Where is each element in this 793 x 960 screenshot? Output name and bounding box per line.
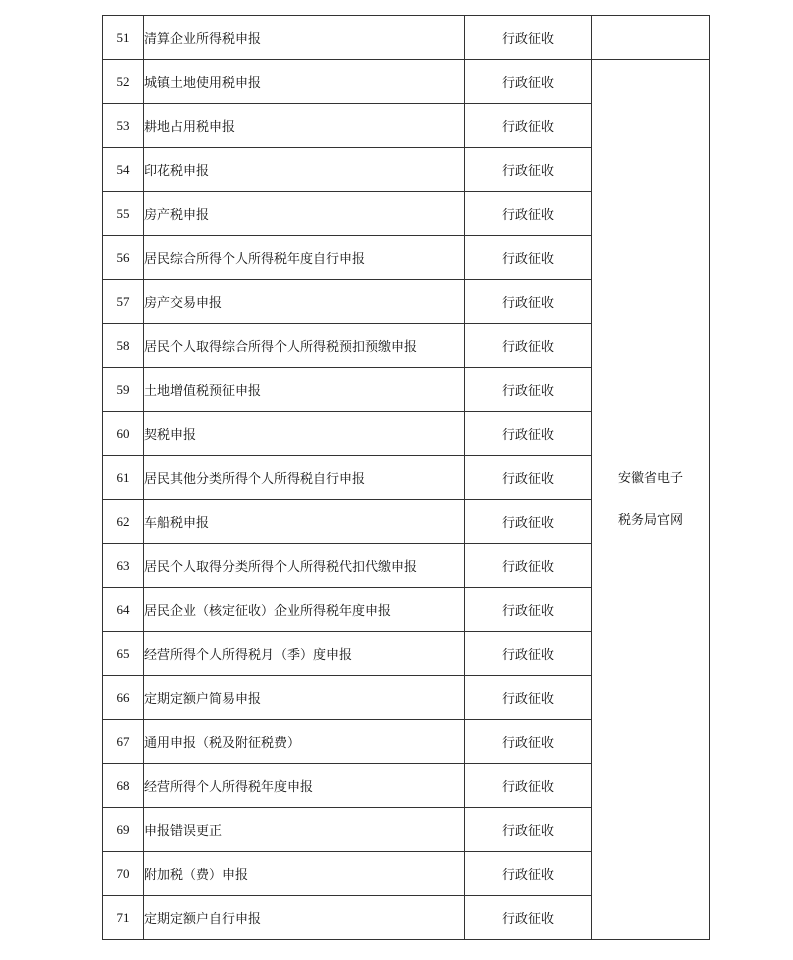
- item-name: 清算企业所得税申报: [144, 16, 465, 60]
- item-type: 行政征收: [465, 412, 592, 456]
- item-name: 居民其他分类所得个人所得税自行申报: [144, 456, 465, 500]
- item-name: 土地增值税预征申报: [144, 368, 465, 412]
- item-name: 契税申报: [144, 412, 465, 456]
- row-number: 67: [103, 720, 144, 764]
- item-name: 房产交易申报: [144, 280, 465, 324]
- item-type: 行政征收: [465, 368, 592, 412]
- item-name: 房产税申报: [144, 192, 465, 236]
- item-name: 居民个人取得综合所得个人所得税预扣预缴申报: [144, 324, 465, 368]
- item-type: 行政征收: [465, 676, 592, 720]
- item-name: 经营所得个人所得税年度申报: [144, 764, 465, 808]
- item-name: 车船税申报: [144, 500, 465, 544]
- row-number: 58: [103, 324, 144, 368]
- item-type: 行政征收: [465, 236, 592, 280]
- table-row: [103, 16, 710, 60]
- item-name: 居民个人取得分类所得个人所得税代扣代缴申报: [144, 544, 465, 588]
- item-type: 行政征收: [465, 500, 592, 544]
- row-number: 57: [103, 280, 144, 324]
- channel-cell: [592, 16, 710, 60]
- row-number: 59: [103, 368, 144, 412]
- item-name: 居民综合所得个人所得税年度自行申报: [144, 236, 465, 280]
- item-type: 行政征收: [465, 280, 592, 324]
- row-number: 54: [103, 148, 144, 192]
- channel-line-2: 税务局官网: [617, 512, 683, 528]
- item-type: 行政征收: [465, 192, 592, 236]
- item-type: 行政征收: [465, 808, 592, 852]
- merged-channel-cell: [592, 60, 710, 940]
- tax-service-table: [102, 15, 710, 940]
- row-number: 63: [103, 544, 144, 588]
- item-type: 行政征收: [465, 720, 592, 764]
- item-type: 行政征收: [465, 852, 592, 896]
- item-type: 行政征收: [465, 764, 592, 808]
- row-number: 62: [103, 500, 144, 544]
- row-number: 66: [103, 676, 144, 720]
- row-number: 55: [103, 192, 144, 236]
- row-number: 52: [103, 60, 144, 104]
- item-type: 行政征收: [465, 588, 592, 632]
- row-number: 70: [103, 852, 144, 896]
- item-name: 通用申报（税及附征税费）: [144, 720, 465, 764]
- item-type: 行政征收: [465, 148, 592, 192]
- item-type: 行政征收: [465, 104, 592, 148]
- row-number: 65: [103, 632, 144, 676]
- item-name: 城镇土地使用税申报: [144, 60, 465, 104]
- table-row: [103, 60, 710, 104]
- item-name: 居民企业（核定征收）企业所得税年度申报: [144, 588, 465, 632]
- item-type: 行政征收: [465, 456, 592, 500]
- row-number: 53: [103, 104, 144, 148]
- item-name: 经营所得个人所得税月（季）度申报: [144, 632, 465, 676]
- row-number: 64: [103, 588, 144, 632]
- item-type: 行政征收: [465, 16, 592, 60]
- item-name: 附加税（费）申报: [144, 852, 465, 896]
- row-number: 69: [103, 808, 144, 852]
- item-name: 印花税申报: [144, 148, 465, 192]
- item-name: 申报错误更正: [144, 808, 465, 852]
- item-type: 行政征收: [465, 60, 592, 104]
- item-type: 行政征收: [465, 544, 592, 588]
- item-name: 定期定额户简易申报: [144, 676, 465, 720]
- item-type: 行政征收: [465, 324, 592, 368]
- row-number: 68: [103, 764, 144, 808]
- item-name: 耕地占用税申报: [144, 104, 465, 148]
- item-name: 定期定额户自行申报: [144, 896, 465, 940]
- channel-line-1: 安徽省电子: [617, 470, 683, 486]
- item-type: 行政征收: [465, 896, 592, 940]
- row-number: 60: [103, 412, 144, 456]
- row-number: 61: [103, 456, 144, 500]
- item-type: 行政征收: [465, 632, 592, 676]
- row-number: 71: [103, 896, 144, 940]
- row-number: 51: [103, 16, 144, 60]
- row-number: 56: [103, 236, 144, 280]
